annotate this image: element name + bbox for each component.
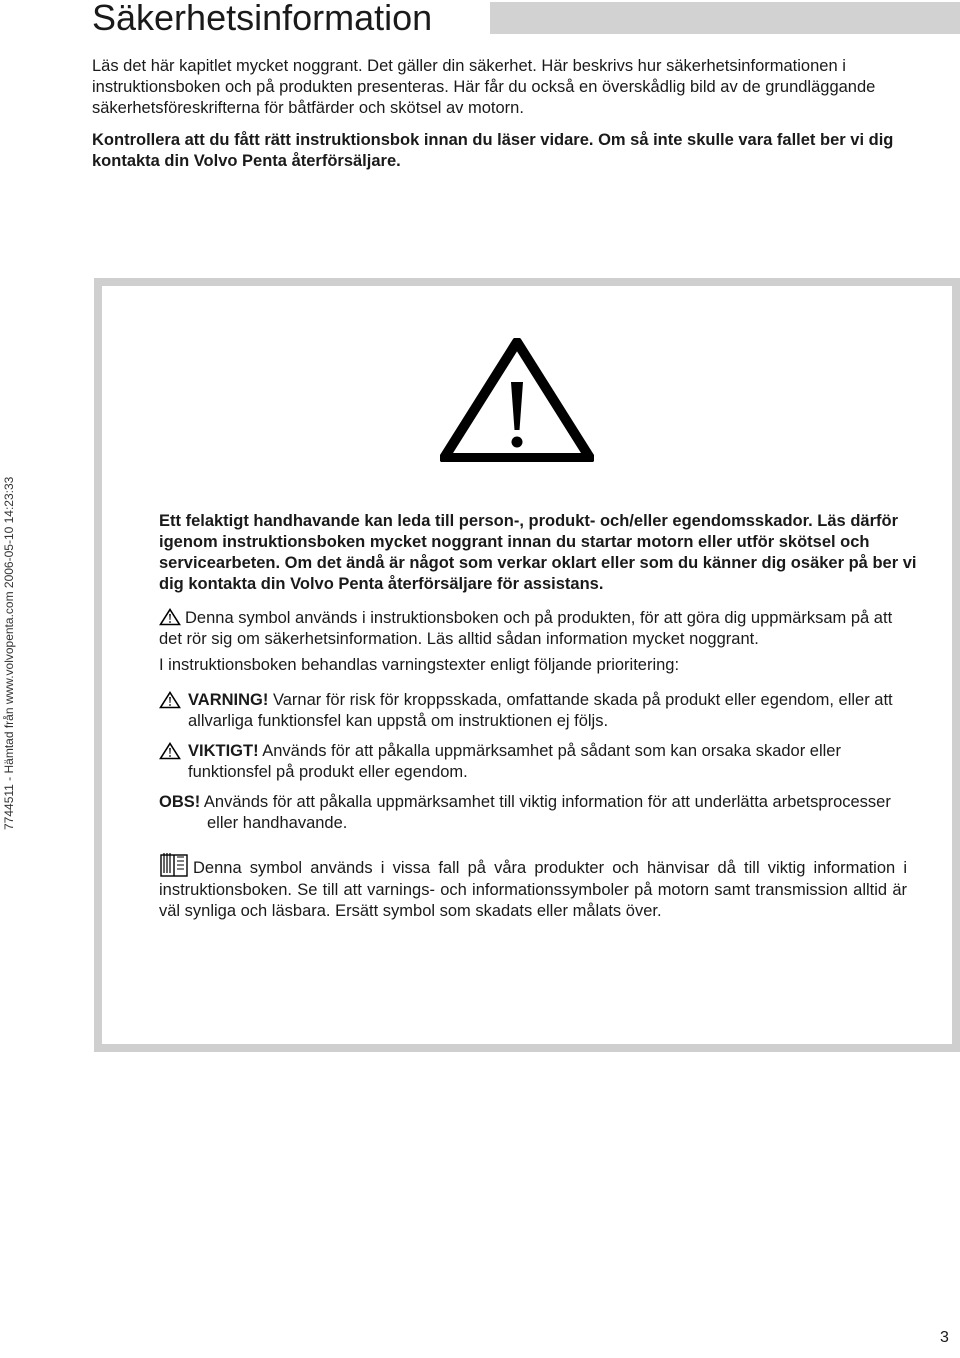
instruction-book-icon <box>159 852 189 878</box>
intro-paragraph: Läs det här kapitlet mycket noggrant. Det gäller din säkerhet. Här beskrivs hur säkerhetsinformationen i instruktionsboken och på produkten presenteras. Här får du också en överskådlig bild av de grundläggande säkerhetsföreskrifterna för båtfärder och skötsel av motorn. <box>92 57 876 117</box>
page-header <box>92 0 960 38</box>
level-text: Används för att påkalla uppmärksamhet på sådant som kan orsaka skador eller funktionsfel på produkt eller egendom. <box>188 742 841 781</box>
intro-notice-paragraph: Kontrollera att du fått rätt instruktionsbok innan du läser vidare. Om så inte skulle vara fallet ber vi dig kontakta din Volvo Penta återförsäljare. <box>92 131 894 170</box>
level-keyword: VARNING! <box>188 691 269 709</box>
warning-small-icon <box>159 691 181 709</box>
book-paragraph-text: Denna symbol används i vissa fall på våra produkter och hänvisar då till viktig information i instruktionsboken. Se till att varnings- och informationssymboler på motorn samt transmission alltid är väl synliga och läsbara. Ersätt symbol som skadats eller målats över. <box>159 859 907 920</box>
book-paragraph <box>159 852 907 923</box>
download-watermark: 7744511 - Hämtad från www.volvopenta.com 2006-05-10 14:23:33 <box>2 476 16 830</box>
level-keyword: OBS! <box>159 793 201 811</box>
safety-lead-paragraph: Ett felaktigt handhavande kan leda till person-, produkt- och/eller egendomsskador. Läs därför igenom instruktionsboken mycket noggrant innan du startar motorn eller utför skötsel och servicearbeten. Om det ändå är något som verkar oklart eller som du känner dig osäker på ber vi dig kontakta din Volvo Penta återförsäljare för assistans. <box>159 512 917 593</box>
level-keyword: VIKTIGT! <box>188 742 259 760</box>
page-number: 3 <box>940 1329 949 1346</box>
title-bar-decoration <box>490 2 960 34</box>
page-title: Säkerhetsinformation <box>92 0 433 38</box>
symbol-paragraph-text: Denna symbol används i instruktionsboken och på produkten, för att göra dig uppmärksam på att det rör sig om säkerhetsinformation. Läs alltid sådan information mycket noggrant. <box>159 609 893 648</box>
warning-small-icon <box>159 742 181 760</box>
level-viktigt <box>159 741 919 783</box>
priority-intro: I instruktionsboken behandlas varningstexter enligt följande prioritering: <box>159 656 680 674</box>
level-text: Varnar för risk för kroppsskada, omfattande skada på produkt eller egendom, eller att allvarliga funktionsfel kan uppstå om instruktionen ej följs. <box>188 691 893 730</box>
level-text: Används för att påkalla uppmärksamhet till viktig information för att underlätta arbetsprocesser eller handhavande. <box>200 793 891 832</box>
level-varning <box>159 690 919 732</box>
level-obs <box>159 792 919 834</box>
warning-small-icon <box>159 608 181 626</box>
symbol-paragraph <box>159 608 919 650</box>
warning-triangle-icon <box>440 338 594 462</box>
